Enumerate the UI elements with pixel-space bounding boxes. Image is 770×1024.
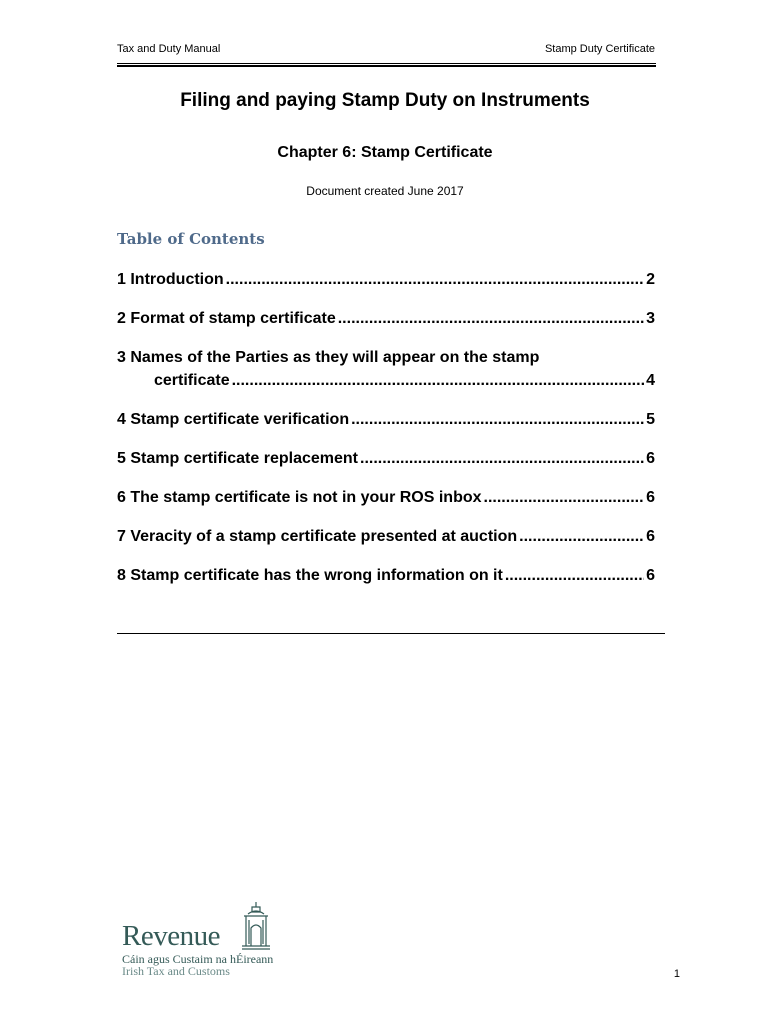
header-section-title: Stamp Duty Certificate (544, 43, 655, 55)
table-of-contents (117, 268, 655, 587)
logo-irish-tagline: Cáin agus Custaim na hÉireann (122, 952, 274, 966)
toc-entry-text: 1 Introduction (117, 271, 224, 288)
page-number: 1 (673, 968, 680, 980)
toc-leader-dots (351, 408, 644, 431)
toc-page-number: 3 (646, 310, 655, 327)
toc-leader-dots (519, 525, 644, 548)
toc-entry-text: 5 Stamp certificate replacement (117, 450, 358, 467)
toc-entry-wrong-information[interactable] (117, 564, 655, 587)
toc-entry-verification[interactable] (117, 408, 655, 431)
logo-english-tagline: Irish Tax and Customs (122, 964, 230, 978)
toc-entry-text: certificate (154, 372, 230, 389)
page-header (117, 41, 655, 59)
toc-entry-text-line1: 3 Names of the Parties as they will appear on the stamp (117, 349, 540, 366)
toc-page-number: 6 (646, 528, 655, 545)
toc-entry-text: 6 The stamp certificate is not in your ROS inbox (117, 489, 482, 506)
toc-entry-text: 8 Stamp certificate has the wrong information on it (117, 567, 503, 584)
document-title: Filing and paying Stamp Duty on Instruments (180, 90, 590, 111)
toc-leader-dots (338, 307, 644, 330)
footer-rule (117, 633, 665, 634)
toc-entry-replacement[interactable] (117, 447, 655, 470)
toc-page-number: 6 (646, 567, 655, 584)
chapter-title: Chapter 6: Stamp Certificate (277, 144, 493, 161)
toc-leader-dots (484, 486, 645, 509)
toc-entry-format[interactable] (117, 307, 655, 330)
header-rule (117, 63, 656, 67)
toc-leader-dots (360, 447, 644, 470)
revenue-logo (122, 900, 282, 978)
toc-page-number: 2 (646, 271, 655, 288)
toc-page-number: 6 (646, 489, 655, 506)
toc-entry-text: 4 Stamp certificate verification (117, 411, 350, 428)
toc-entry-text: 7 Veracity of a stamp certificate presented at auction (117, 528, 518, 545)
toc-heading: Table of Contents (117, 230, 265, 248)
toc-entry-introduction[interactable] (117, 268, 655, 291)
toc-leader-dots (232, 369, 645, 392)
toc-leader-dots (226, 268, 644, 291)
header-manual-title: Tax and Duty Manual (117, 43, 221, 55)
toc-entry-veracity[interactable] (117, 525, 655, 548)
toc-leader-dots (505, 564, 644, 587)
toc-page-number: 6 (646, 450, 655, 467)
document-created-date: Document created June 2017 (306, 184, 464, 198)
logo-wordmark: Revenue (122, 920, 220, 952)
toc-entry-text: 2 Format of stamp certificate (117, 310, 336, 327)
toc-page-number: 5 (646, 411, 655, 428)
toc-entry-ros-inbox[interactable] (117, 486, 655, 509)
toc-page-number: 4 (646, 372, 655, 389)
revenue-building-icon (240, 900, 272, 950)
toc-entry-names-of-parties[interactable] (117, 346, 655, 392)
